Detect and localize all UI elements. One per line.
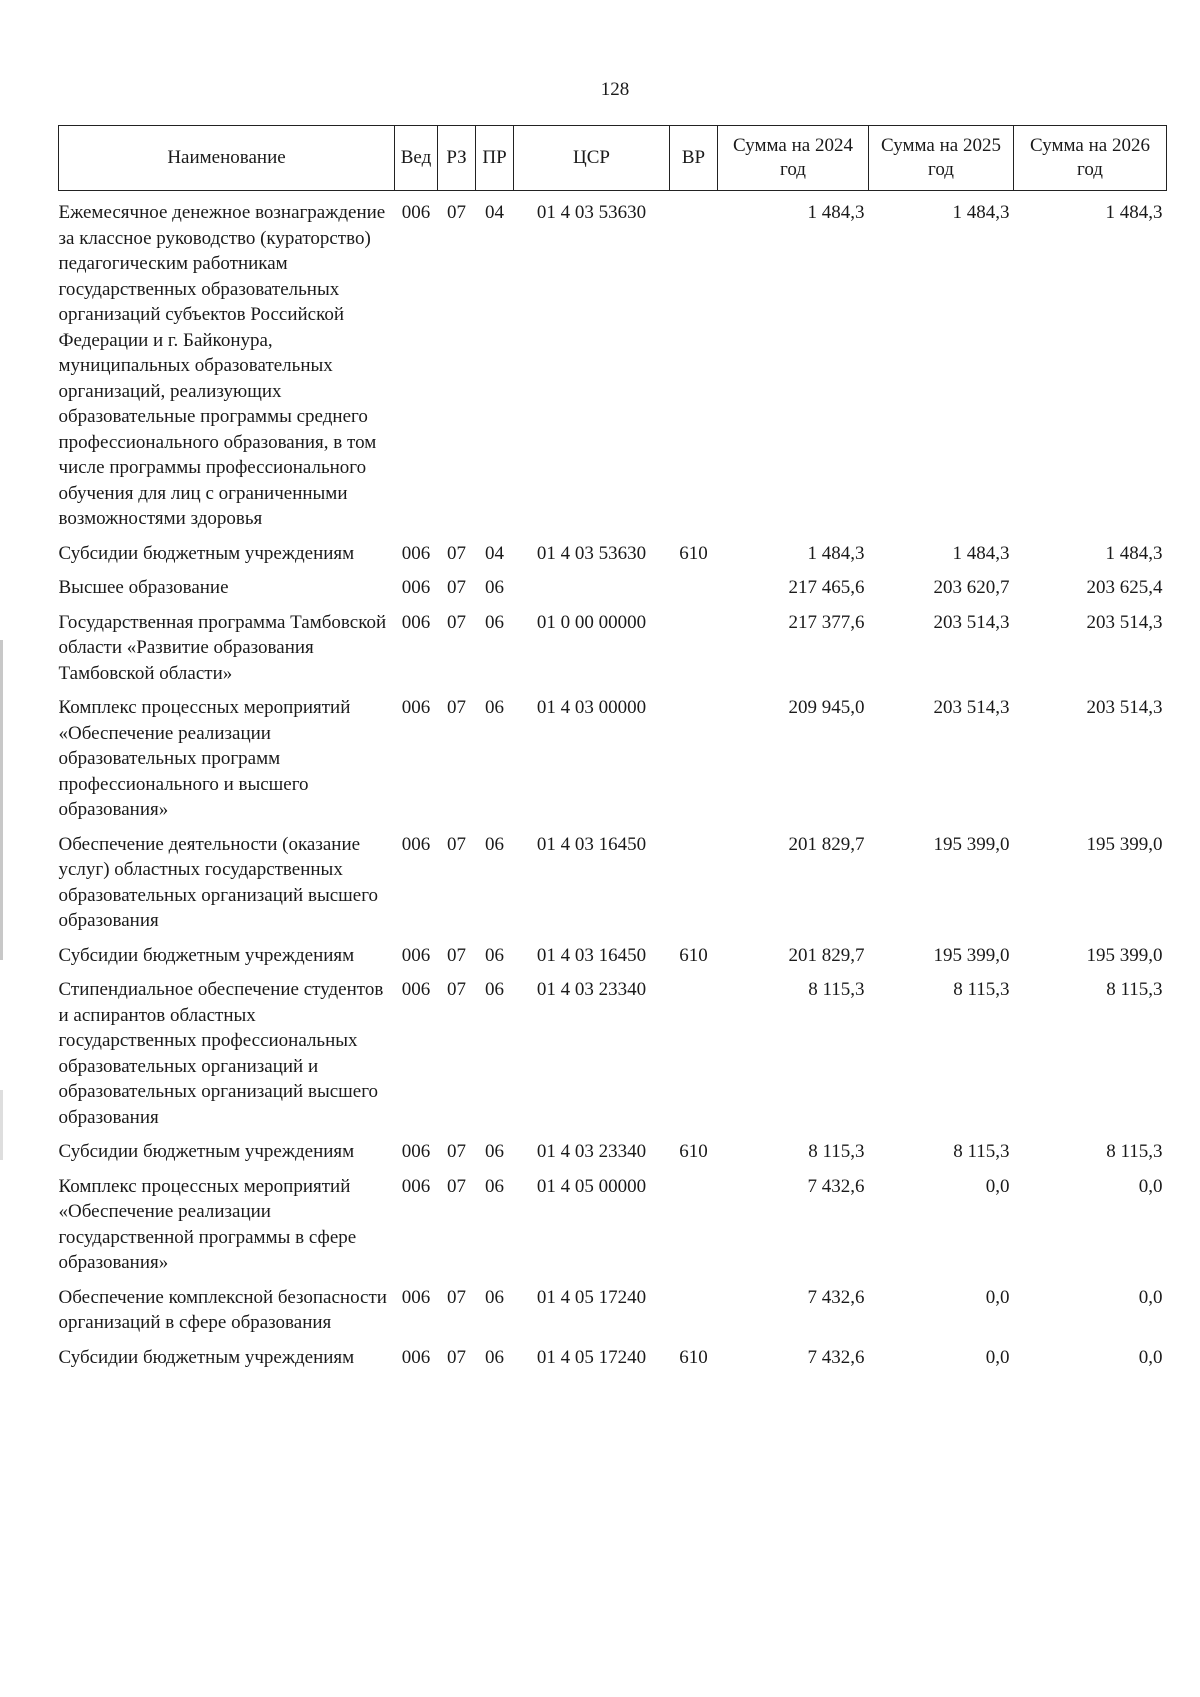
cell-pr: 06 bbox=[485, 1346, 504, 1368]
cell-vr: 610 bbox=[679, 542, 708, 564]
cell-pr: 06 bbox=[485, 611, 504, 633]
table-row bbox=[59, 832, 1167, 943]
cell-rz: 07 bbox=[447, 1286, 466, 1308]
table-row bbox=[59, 1139, 1167, 1174]
scan-edge-mark bbox=[0, 1090, 3, 1160]
cell-csr bbox=[514, 575, 670, 610]
cell-name: Комплекс процессных мероприятий «Обеспечение реализации образовательных программ профессионального и высшего образования» bbox=[58, 697, 351, 820]
cell-ved: 006 bbox=[401, 1175, 431, 1197]
page-number: 128 bbox=[600, 79, 630, 100]
cell-pr: 06 bbox=[485, 979, 504, 1000]
cell-name: Субсидии бюджетным учреждениям bbox=[58, 944, 355, 966]
cell-rz: 07 bbox=[447, 577, 466, 598]
cell-name: Стипендиальное обеспечение студентов и аспирантов областных государственных профессиональных образовательных организаций и образовательных организаций высшего образования bbox=[58, 979, 384, 1128]
header-sum-2024: Сумма на 2024 год bbox=[718, 126, 869, 191]
cell-rz: 07 bbox=[447, 944, 466, 966]
cell-sum-2025: 1 484,3 bbox=[952, 202, 1010, 223]
table-row bbox=[59, 541, 1167, 576]
cell-sum-2026: 1 484,3 bbox=[1105, 542, 1163, 564]
cell-sum-2025: 0,0 bbox=[985, 1175, 1010, 1197]
table-row bbox=[59, 977, 1167, 1139]
cell-sum-2024: 7 432,6 bbox=[807, 1346, 865, 1368]
cell-rz: 07 bbox=[447, 611, 466, 633]
header-vr: ВР bbox=[670, 126, 718, 191]
cell-sum-2024: 201 829,7 bbox=[788, 944, 865, 966]
header-ved: Вед bbox=[395, 126, 438, 191]
cell-sum-2026: 203 625,4 bbox=[1086, 577, 1163, 598]
cell-ved: 006 bbox=[401, 1286, 431, 1308]
cell-sum-2025: 195 399,0 bbox=[933, 944, 1010, 966]
cell-sum-2025: 0,0 bbox=[985, 1346, 1010, 1368]
cell-ved: 006 bbox=[401, 202, 431, 223]
cell-pr: 06 bbox=[485, 697, 504, 718]
cell-rz: 07 bbox=[447, 542, 466, 564]
cell-sum-2024: 1 484,3 bbox=[807, 202, 865, 223]
cell-pr: 04 bbox=[485, 542, 504, 564]
cell-ved: 006 bbox=[401, 577, 431, 598]
cell-sum-2026: 195 399,0 bbox=[1086, 944, 1163, 966]
cell-pr: 06 bbox=[485, 833, 504, 855]
cell-sum-2025: 195 399,0 bbox=[933, 833, 1010, 855]
cell-rz: 07 bbox=[447, 1175, 466, 1197]
cell-ved: 006 bbox=[401, 611, 431, 633]
header-sum-2025: Сумма на 2025 год bbox=[869, 126, 1014, 191]
budget-table bbox=[58, 125, 1167, 1379]
cell-sum-2024: 8 115,3 bbox=[808, 1141, 865, 1162]
cell-pr: 06 bbox=[485, 1175, 504, 1197]
cell-sum-2024: 8 115,3 bbox=[808, 979, 865, 1000]
cell-pr: 06 bbox=[485, 944, 504, 966]
cell-name: Высшее образование bbox=[58, 577, 229, 598]
cell-ved: 006 bbox=[401, 1346, 431, 1368]
table-row bbox=[59, 1345, 1167, 1380]
cell-vr: 610 bbox=[679, 1141, 708, 1162]
cell-csr: 01 4 03 16450 bbox=[536, 833, 647, 855]
cell-vr bbox=[670, 1285, 718, 1345]
cell-csr: 01 4 05 00000 bbox=[536, 1175, 647, 1197]
cell-name: Государственная программа Тамбовской области «Развитие образования Тамбовской области» bbox=[58, 611, 387, 684]
cell-rz: 07 bbox=[447, 1346, 466, 1368]
cell-sum-2025: 8 115,3 bbox=[953, 1141, 1010, 1162]
cell-vr bbox=[670, 695, 718, 832]
header-pr: ПР bbox=[476, 126, 514, 191]
cell-sum-2026: 0,0 bbox=[1138, 1286, 1163, 1308]
table-row bbox=[59, 191, 1167, 541]
cell-ved: 006 bbox=[401, 979, 431, 1000]
cell-sum-2026: 203 514,3 bbox=[1086, 611, 1163, 633]
table-row bbox=[59, 575, 1167, 610]
cell-rz: 07 bbox=[447, 202, 466, 223]
cell-csr: 01 4 03 23340 bbox=[536, 979, 647, 1000]
cell-vr bbox=[670, 1174, 718, 1285]
cell-pr: 06 bbox=[485, 1286, 504, 1308]
table-row bbox=[59, 695, 1167, 832]
table-row bbox=[59, 1285, 1167, 1345]
cell-sum-2024: 217 377,6 bbox=[788, 611, 865, 633]
cell-ved: 006 bbox=[401, 697, 431, 718]
cell-name: Ежемесячное денежное вознаграждение за классное руководство (кураторство) педагогическим работникам государственных образовательных организаций субъектов Российской Федерации и г. Байконура, муниципальных образовательных организаций, реализующих образовательные программы среднего профессионального образования, в том числе программы профессионального обучения для лиц с ограниченными возможностями здоровья bbox=[58, 202, 386, 529]
cell-name: Обеспечение деятельности (оказание услуг) областных государственных образовательных организаций высшего образования bbox=[58, 833, 379, 931]
cell-name: Обеспечение комплексной безопасности организаций в сфере образования bbox=[58, 1286, 387, 1333]
cell-sum-2026: 8 115,3 bbox=[1106, 1141, 1163, 1162]
cell-sum-2025: 8 115,3 bbox=[953, 979, 1010, 1000]
cell-sum-2026: 1 484,3 bbox=[1105, 202, 1163, 223]
cell-csr: 01 4 03 53630 bbox=[536, 542, 647, 564]
cell-sum-2026: 0,0 bbox=[1138, 1175, 1163, 1197]
cell-ved: 006 bbox=[401, 542, 431, 564]
cell-sum-2025: 203 620,7 bbox=[933, 577, 1010, 598]
cell-rz: 07 bbox=[447, 979, 466, 1000]
cell-ved: 006 bbox=[401, 833, 431, 855]
cell-vr bbox=[670, 191, 718, 541]
cell-pr: 04 bbox=[485, 202, 504, 223]
table-row bbox=[59, 943, 1167, 978]
cell-sum-2026: 0,0 bbox=[1138, 1346, 1163, 1368]
cell-sum-2025: 0,0 bbox=[985, 1286, 1010, 1308]
cell-name: Субсидии бюджетным учреждениям bbox=[58, 1141, 355, 1162]
cell-name: Субсидии бюджетным учреждениям bbox=[58, 1346, 355, 1368]
table-body bbox=[59, 191, 1167, 1380]
cell-sum-2024: 1 484,3 bbox=[807, 542, 865, 564]
cell-sum-2026: 203 514,3 bbox=[1086, 697, 1163, 718]
cell-vr: 610 bbox=[679, 944, 708, 966]
table-header-row bbox=[59, 126, 1167, 191]
table-row bbox=[59, 610, 1167, 696]
table-row bbox=[59, 1174, 1167, 1285]
cell-sum-2024: 217 465,6 bbox=[788, 577, 865, 598]
cell-sum-2024: 7 432,6 bbox=[807, 1286, 865, 1308]
cell-sum-2025: 1 484,3 bbox=[952, 542, 1010, 564]
cell-csr: 01 4 03 00000 bbox=[536, 697, 647, 718]
cell-name: Комплекс процессных мероприятий «Обеспечение реализации государственной программы в сфере образования» bbox=[58, 1175, 357, 1273]
cell-sum-2024: 201 829,7 bbox=[788, 833, 865, 855]
cell-vr: 610 bbox=[679, 1346, 708, 1368]
cell-csr: 01 4 03 53630 bbox=[536, 202, 647, 223]
cell-sum-2026: 195 399,0 bbox=[1086, 833, 1163, 855]
cell-csr: 01 0 00 00000 bbox=[536, 611, 647, 633]
cell-pr: 06 bbox=[485, 577, 504, 598]
cell-sum-2025: 203 514,3 bbox=[933, 611, 1010, 633]
header-csr: ЦСР bbox=[514, 126, 670, 191]
cell-rz: 07 bbox=[447, 697, 466, 718]
cell-vr bbox=[670, 832, 718, 943]
cell-csr: 01 4 03 23340 bbox=[536, 1141, 647, 1162]
scan-edge-mark bbox=[0, 640, 3, 960]
cell-vr bbox=[670, 575, 718, 610]
cell-ved: 006 bbox=[401, 1141, 431, 1162]
cell-csr: 01 4 03 16450 bbox=[536, 944, 647, 966]
cell-vr bbox=[670, 610, 718, 696]
cell-csr: 01 4 05 17240 bbox=[536, 1286, 647, 1308]
cell-vr bbox=[670, 977, 718, 1139]
cell-sum-2024: 209 945,0 bbox=[788, 697, 865, 718]
cell-pr: 06 bbox=[485, 1141, 504, 1162]
header-rz: РЗ bbox=[438, 126, 476, 191]
cell-sum-2026: 8 115,3 bbox=[1106, 979, 1163, 1000]
cell-rz: 07 bbox=[447, 833, 466, 855]
cell-name: Субсидии бюджетным учреждениям bbox=[58, 542, 355, 564]
cell-sum-2024: 7 432,6 bbox=[807, 1175, 865, 1197]
header-sum-2026: Сумма на 2026 год bbox=[1014, 126, 1167, 191]
cell-rz: 07 bbox=[447, 1141, 466, 1162]
header-name: Наименование bbox=[59, 126, 395, 191]
cell-csr: 01 4 05 17240 bbox=[536, 1346, 647, 1368]
cell-ved: 006 bbox=[401, 944, 431, 966]
cell-sum-2025: 203 514,3 bbox=[933, 697, 1010, 718]
